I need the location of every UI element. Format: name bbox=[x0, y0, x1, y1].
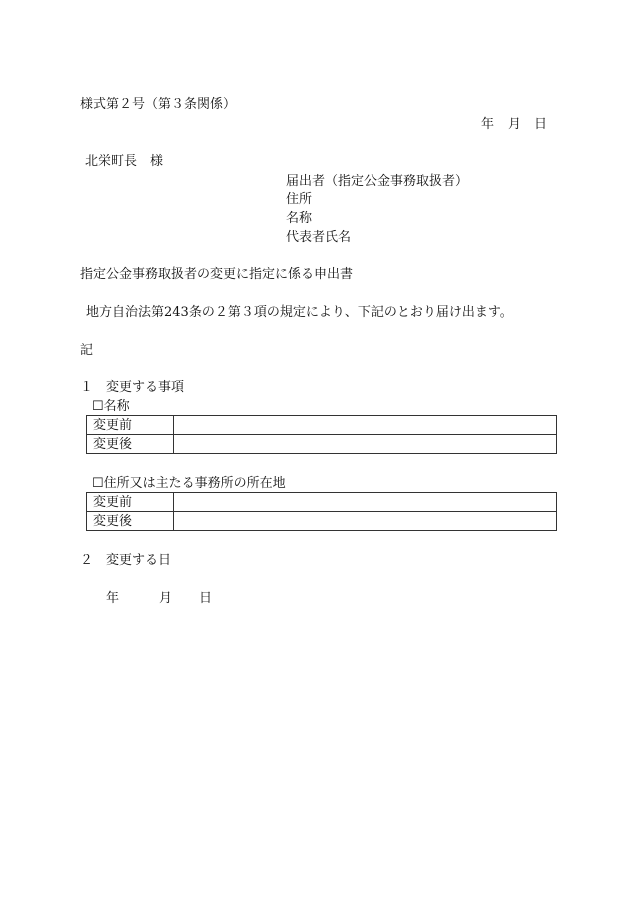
section2-heading: 変更する日 bbox=[106, 553, 172, 568]
address-after-field[interactable] bbox=[174, 512, 557, 531]
table-row bbox=[87, 416, 557, 435]
applicant-representative-label: 代表者氏名 bbox=[286, 230, 352, 245]
section1-number: １ bbox=[80, 380, 94, 395]
address-checkbox-label: ☐住所又は主たる事務所の所在地 bbox=[92, 476, 286, 491]
date-day: 日 bbox=[534, 117, 548, 132]
applicant-address-label: 住所 bbox=[286, 192, 313, 207]
address-change-table bbox=[86, 492, 557, 531]
address-before-field[interactable] bbox=[174, 493, 557, 512]
change-date-month: 月 bbox=[159, 591, 173, 606]
table-row bbox=[87, 493, 557, 512]
row-label-before: 変更前 bbox=[87, 416, 174, 435]
document-title: 指定公金事務取扱者の変更に指定に係る申出書 bbox=[80, 267, 354, 282]
section2-number: ２ bbox=[80, 553, 94, 568]
row-label-before: 変更前 bbox=[87, 493, 174, 512]
form-number: 様式第２号（第３条関係） bbox=[80, 97, 237, 112]
name-change-table bbox=[86, 415, 557, 454]
addressee: 北栄町長 様 bbox=[85, 154, 164, 169]
table-row bbox=[87, 512, 557, 531]
name-after-field[interactable] bbox=[174, 435, 557, 454]
applicant-name-label: 名称 bbox=[286, 211, 313, 226]
applicant-title: 届出者（指定公金事務取扱者） bbox=[286, 174, 469, 189]
row-label-after: 変更後 bbox=[87, 512, 174, 531]
change-date-year: 年 bbox=[106, 591, 120, 606]
date-year: 年 bbox=[481, 117, 495, 132]
name-before-field[interactable] bbox=[174, 416, 557, 435]
name-checkbox-label: ☐名称 bbox=[92, 399, 130, 414]
table-row bbox=[87, 435, 557, 454]
date-month: 月 bbox=[508, 117, 522, 132]
change-date-day: 日 bbox=[199, 591, 213, 606]
statement-text: 地方自治法第243条の２第３項の規定により、下記のとおり届け出ます。 bbox=[86, 305, 513, 320]
section1-heading: 変更する事項 bbox=[106, 380, 185, 395]
row-label-after: 変更後 bbox=[87, 435, 174, 454]
ki-heading: 記 bbox=[80, 343, 94, 358]
